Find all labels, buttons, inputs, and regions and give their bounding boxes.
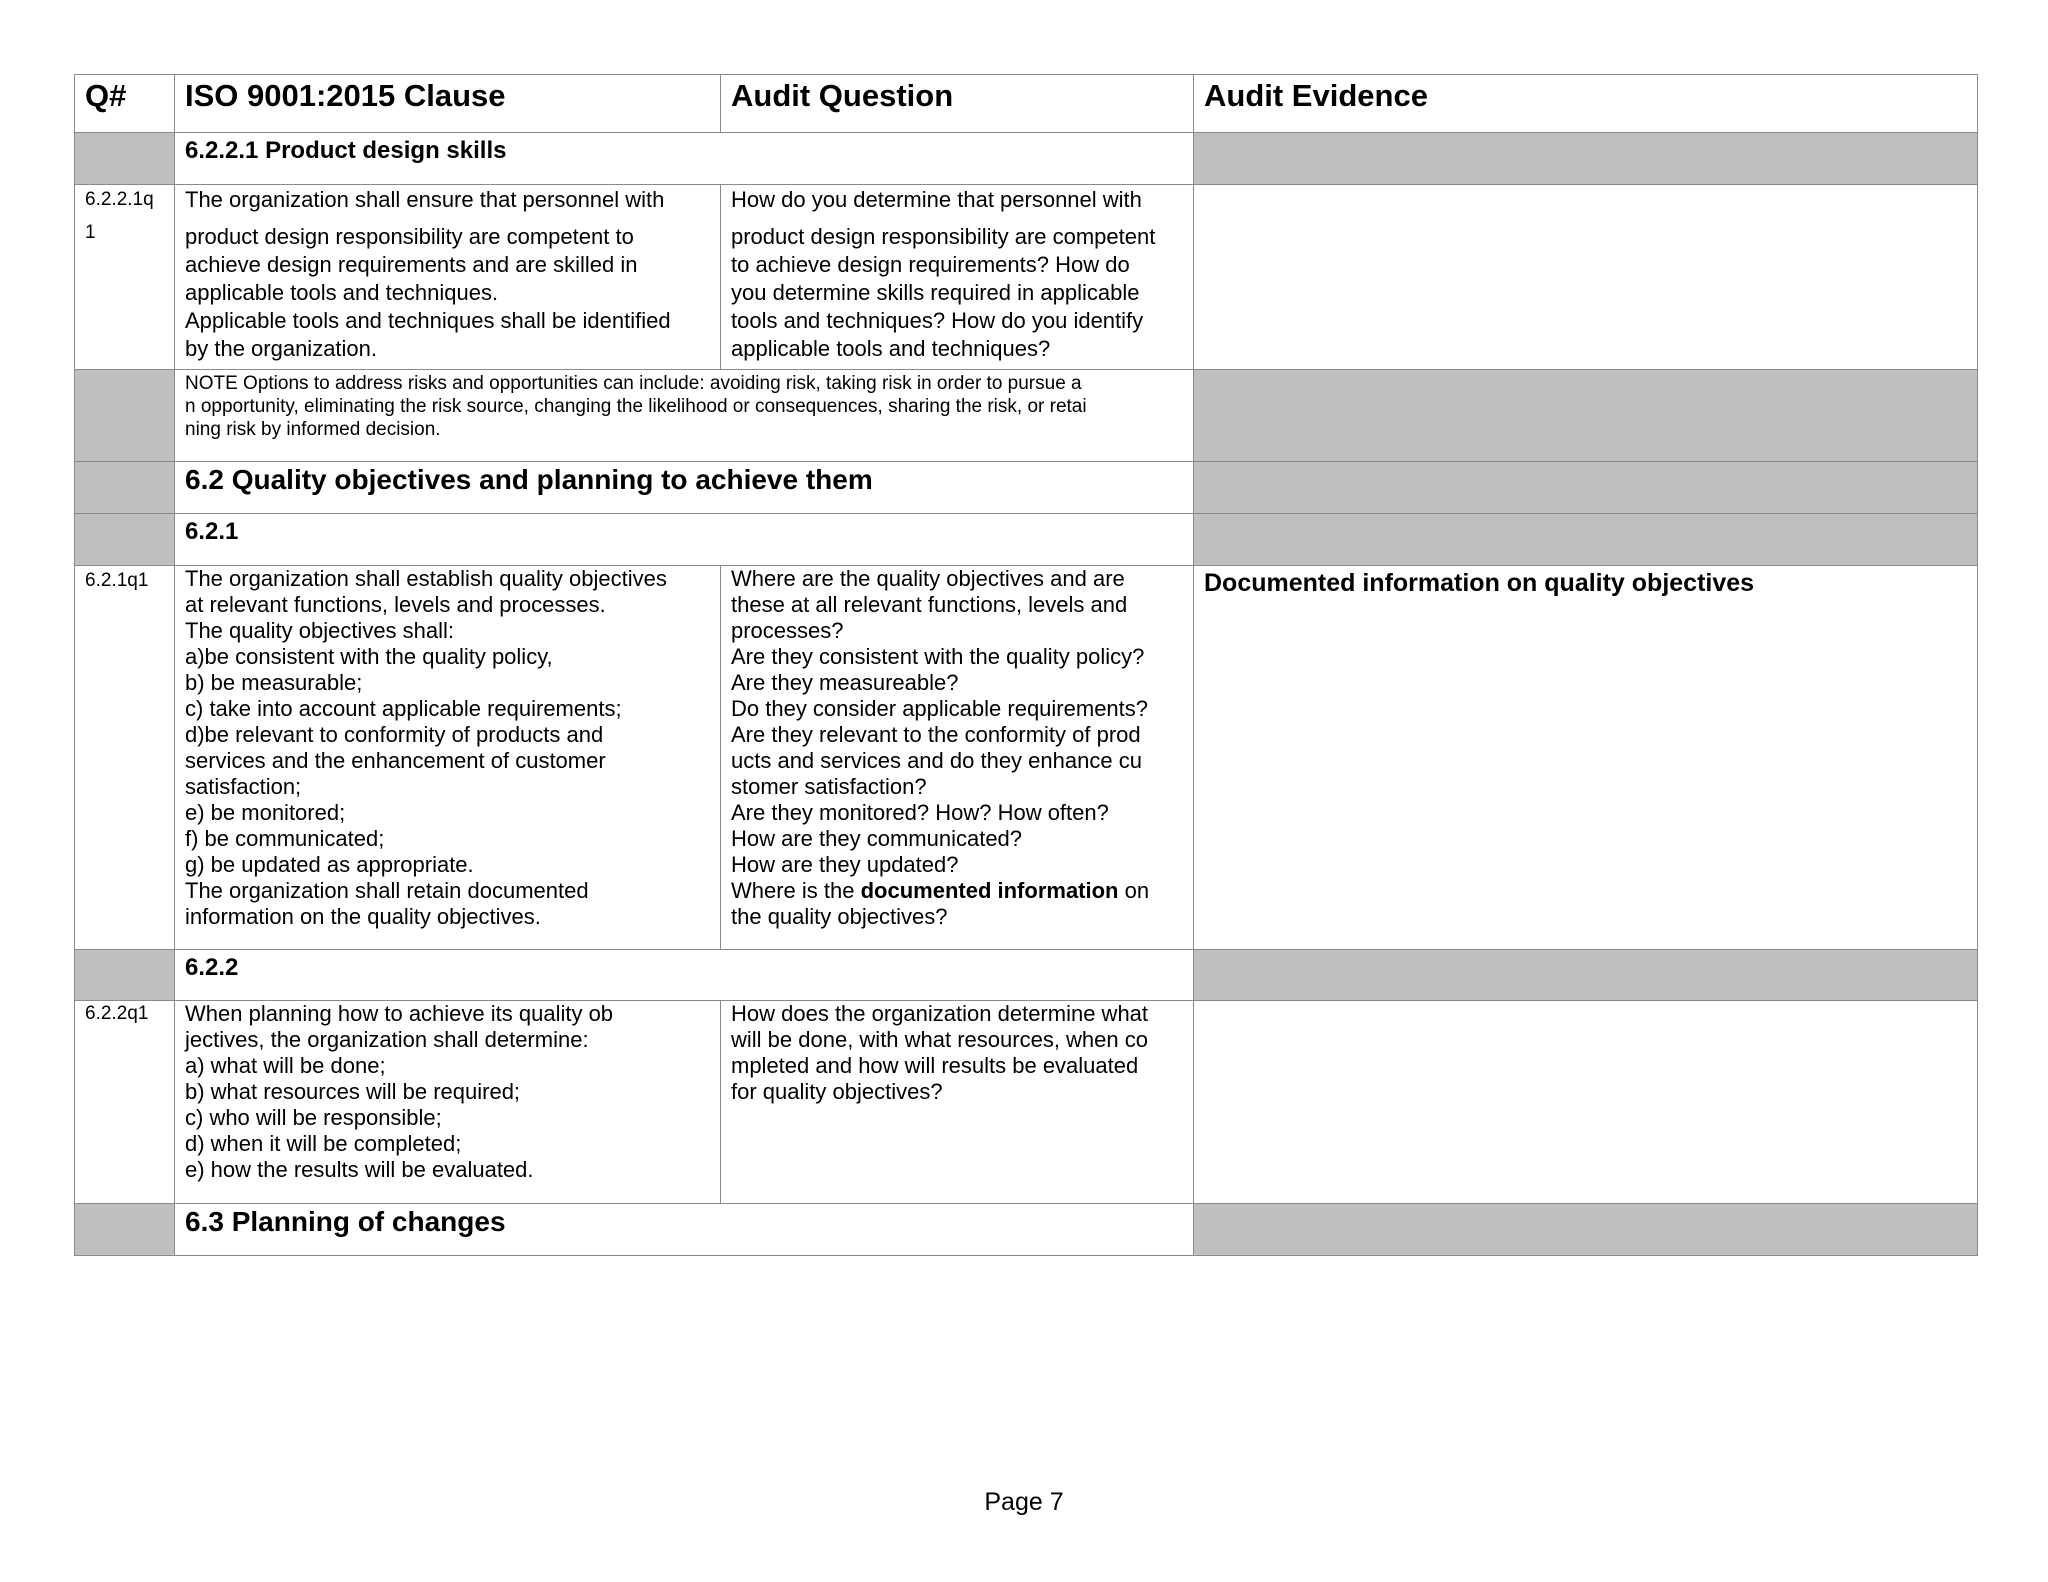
header-clause: ISO 9001:2015 Clause bbox=[175, 75, 721, 133]
clause-line: The organization shall ensure that personnel with bbox=[185, 187, 665, 212]
note-text bbox=[175, 370, 1194, 462]
section-row-62 bbox=[75, 462, 1978, 514]
table-row-621q1 bbox=[75, 566, 1978, 950]
question-line: Do they consider applicable requirements? bbox=[731, 696, 1149, 721]
clause-line: The organization shall retain documented bbox=[185, 878, 589, 903]
clause-line: The organization shall establish quality objectives bbox=[185, 566, 667, 591]
clause-line: a)be consistent with the quality policy, bbox=[185, 644, 553, 669]
question-line: these at all relevant functions, levels and bbox=[731, 592, 1128, 617]
question-line-mixed bbox=[731, 878, 1183, 904]
question-line: Where are the quality objectives and are bbox=[731, 566, 1125, 591]
header-q: Q# bbox=[75, 75, 175, 133]
header-row bbox=[75, 75, 1978, 133]
section-row-6221 bbox=[75, 133, 1978, 185]
audit-sheet bbox=[74, 74, 1978, 1256]
question-line-post: on bbox=[1118, 878, 1150, 903]
question-line: How are they communicated? bbox=[731, 826, 1023, 851]
question-line: product design responsibility are competent bbox=[731, 224, 1156, 249]
section-q-cell bbox=[75, 1204, 175, 1256]
question-line: applicable tools and techniques? bbox=[731, 336, 1051, 361]
question-id: 6.2.1q1 bbox=[75, 566, 175, 950]
note-line: n opportunity, eliminating the risk source, changing the likelihood or consequences, sharing the risk, or retai bbox=[185, 396, 1087, 417]
clause-line: applicable tools and techniques. bbox=[185, 280, 499, 305]
question-line: How does the organization determine what bbox=[731, 1001, 1149, 1026]
question-text bbox=[721, 566, 1194, 950]
clause-line: b) what resources will be required; bbox=[185, 1079, 521, 1104]
question-line: you determine skills required in applicable bbox=[731, 280, 1140, 305]
question-line: Are they relevant to the conformity of prod bbox=[731, 722, 1141, 747]
clause-text bbox=[175, 1001, 721, 1204]
clause-line: at relevant functions, levels and processes. bbox=[185, 592, 606, 617]
clause-line: product design responsibility are competent to bbox=[185, 224, 634, 249]
clause-line: a) what will be done; bbox=[185, 1053, 386, 1078]
clause-line: c) take into account applicable requirements; bbox=[185, 696, 622, 721]
question-line: for quality objectives? bbox=[731, 1079, 943, 1104]
question-line: will be done, with what resources, when co bbox=[731, 1027, 1148, 1052]
question-line: mpleted and how will results be evaluated bbox=[731, 1053, 1139, 1078]
section-evidence-cell bbox=[1194, 133, 1978, 185]
clause-line: Applicable tools and techniques shall be identified bbox=[185, 308, 671, 333]
clause-line: f) be communicated; bbox=[185, 826, 385, 851]
table-row-6221q1 bbox=[75, 185, 1978, 370]
table-row-622q1 bbox=[75, 1001, 1978, 1204]
note-row bbox=[75, 370, 1978, 462]
clause-line: by the organization. bbox=[185, 336, 378, 361]
note-q-cell bbox=[75, 370, 175, 462]
question-text bbox=[721, 1001, 1194, 1204]
question-id-line2: 1 bbox=[85, 222, 96, 243]
question-id-line1: 6.2.2.1q bbox=[85, 189, 154, 210]
section-title-63: 6.3 Planning of changes bbox=[175, 1204, 1194, 1256]
section-title-62: 6.2 Quality objectives and planning to achieve them bbox=[175, 462, 1194, 514]
question-line: Are they measureable? bbox=[731, 670, 959, 695]
question-line: stomer satisfaction? bbox=[731, 774, 927, 799]
section-q-cell bbox=[75, 514, 175, 566]
clause-line: When planning how to achieve its quality ob bbox=[185, 1001, 614, 1026]
section-q-cell bbox=[75, 133, 175, 185]
section-row-622 bbox=[75, 950, 1978, 1001]
clause-line: c) who will be responsible; bbox=[185, 1105, 442, 1130]
clause-line: e) how the results will be evaluated. bbox=[185, 1157, 534, 1182]
question-line: How do you determine that personnel with bbox=[731, 187, 1142, 212]
clause-line: achieve design requirements and are skilled in bbox=[185, 252, 638, 277]
section-title-622: 6.2.2 bbox=[175, 950, 1194, 1001]
question-line-pre: Where is the bbox=[731, 878, 861, 903]
header-evidence: Audit Evidence bbox=[1194, 75, 1978, 133]
question-line-bold: documented information bbox=[860, 878, 1119, 903]
clause-line: information on the quality objectives. bbox=[185, 904, 541, 929]
audit-table bbox=[74, 74, 1978, 1256]
header-question: Audit Question bbox=[721, 75, 1194, 133]
section-row-621 bbox=[75, 514, 1978, 566]
section-evidence-cell bbox=[1194, 950, 1978, 1001]
section-evidence-cell bbox=[1194, 462, 1978, 514]
evidence-cell[interactable] bbox=[1194, 185, 1978, 370]
question-line: Are they monitored? How? How often? bbox=[731, 800, 1109, 825]
page-number: Page 7 bbox=[984, 1488, 1064, 1516]
question-line: the quality objectives? bbox=[731, 904, 948, 929]
note-evidence-cell bbox=[1194, 370, 1978, 462]
evidence-cell[interactable] bbox=[1194, 1001, 1978, 1204]
clause-line: g) be updated as appropriate. bbox=[185, 852, 474, 877]
clause-line: e) be monitored; bbox=[185, 800, 346, 825]
clause-text bbox=[175, 185, 721, 370]
clause-line: jectives, the organization shall determine: bbox=[185, 1027, 589, 1052]
clause-line: b) be measurable; bbox=[185, 670, 363, 695]
question-line: How are they updated? bbox=[731, 852, 959, 877]
section-evidence-cell bbox=[1194, 514, 1978, 566]
question-line: Are they consistent with the quality policy? bbox=[731, 644, 1145, 669]
question-line: to achieve design requirements? How do bbox=[731, 252, 1130, 277]
question-text bbox=[721, 185, 1194, 370]
question-line: processes? bbox=[731, 618, 844, 643]
section-q-cell bbox=[75, 462, 175, 514]
question-id bbox=[75, 185, 175, 370]
clause-text bbox=[175, 566, 721, 950]
clause-line: d) when it will be completed; bbox=[185, 1131, 462, 1156]
clause-line: satisfaction; bbox=[185, 774, 302, 799]
section-row-63 bbox=[75, 1204, 1978, 1256]
evidence-cell[interactable]: Documented information on quality objectives bbox=[1194, 566, 1978, 950]
section-evidence-cell bbox=[1194, 1204, 1978, 1256]
question-id: 6.2.2q1 bbox=[75, 1001, 175, 1204]
clause-line: services and the enhancement of customer bbox=[185, 748, 606, 773]
question-line: ucts and services and do they enhance cu bbox=[731, 748, 1142, 773]
section-title-6221: 6.2.2.1 Product design skills bbox=[175, 133, 1194, 185]
note-line: ning risk by informed decision. bbox=[185, 419, 441, 440]
question-line: tools and techniques? How do you identify bbox=[731, 308, 1144, 333]
section-title-621: 6.2.1 bbox=[175, 514, 1194, 566]
section-q-cell bbox=[75, 950, 175, 1001]
clause-line: The quality objectives shall: bbox=[185, 618, 455, 643]
clause-line: d)be relevant to conformity of products and bbox=[185, 722, 604, 747]
note-line: NOTE Options to address risks and opportunities can include: avoiding risk, taking risk in order to pursue a bbox=[185, 373, 1082, 394]
